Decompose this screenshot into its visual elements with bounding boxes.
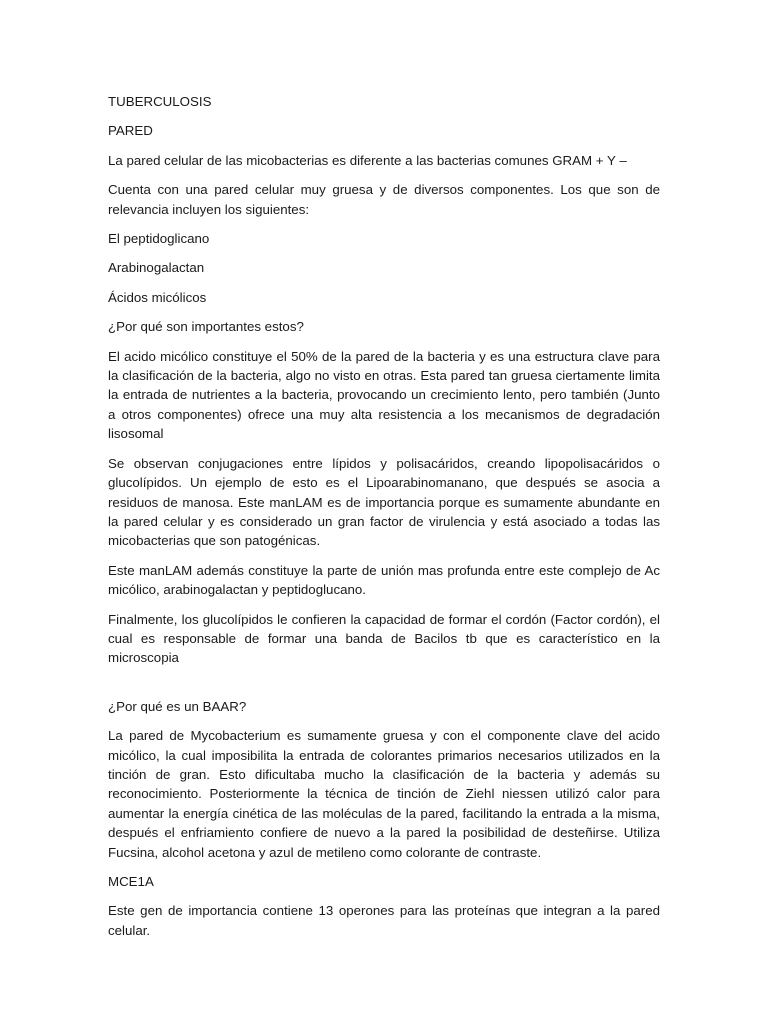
paragraph-cell-wall-intro: La pared celular de las micobacterias es diferente a las bacterias comunes GRAM + Y –: [108, 152, 627, 168]
document-title: TUBERCULOSIS: [108, 94, 212, 109]
paragraph-manlam: Este manLAM además constituye la parte de unión mas profunda entre este complejo de Ac micólico, arabinogalactan y peptidoglucano.: [108, 562, 660, 598]
list-item-peptidoglycan: El peptidoglicano: [108, 231, 210, 247]
list-item-mycolic-acids: Ácidos micólicos: [108, 289, 207, 305]
question-importance: ¿Por qué son importantes estos?: [108, 319, 304, 335]
paragraph-conjugations: Se observan conjugaciones entre lípidos y polisacáridos, creando lipopolisacáridos o glucolípidos. Un ejemplo de esto es el Lipoarabinomanano, que después se asocia a residuos de manosa. Este manLAM es de importancia porque es sumamente abundante en la pared celular y es considerado un gran factor de virulencia y está asociado a todas las micobacterias que son patogénicas.: [108, 455, 660, 549]
paragraph-cord-factor: Finalmente, los glucolípidos le confieren la capacidad de formar el cordón (Factor cordón), el cual es responsable de formar una banda de Bacilos tb que es característico en la microscopia: [108, 611, 660, 666]
paragraph-components: Cuenta con una pared celular muy gruesa y de diversos componentes. Los que son de relevancia incluyen los siguientes:: [108, 182, 660, 217]
section-heading-mce1a: MCE1A: [108, 874, 154, 889]
question-baar: ¿Por qué es un BAAR?: [108, 698, 247, 714]
spacer: [108, 678, 660, 697]
section-heading-pared: PARED: [108, 123, 153, 139]
paragraph-mce1a-gene: Este gen de importancia contiene 13 operones para las proteínas que integran a la pared celular.: [108, 903, 660, 938]
paragraph-mycolic-acid: El acido micólico constituye el 50% de la pared de la bacteria y es una estructura clave para la clasificación de la bacteria, algo no visto en otras. Esta pared tan gruesa ciertamente limita la entrada de nutrientes a la bacteria, provocando un crecimiento lento, pero también (Junto a otros componentes) ofrece una muy alta resistencia a los mecanismos de degradación lisosomal: [108, 348, 660, 442]
document-page: [108, 92, 660, 950]
paragraph-staining: La pared de Mycobacterium es sumamente gruesa y con el componente clave del acido micólico, la cual imposibilita la entrada de colorantes primarios necesarios utilizados en la tinción de gran. Esto dificultaba mucho la clasificación de la bacteria y además su reconocimiento. Posteriormente la técnica de tinción de Ziehl niessen utilizó calor para aumentar la energía cinética de las moléculas de la pared, facilitando la entrada a la misma, después el enfriamiento confiere de nuevo a la pared la posibilidad de desteñirse. Utiliza Fucsina, alcohol acetona y azul de metileno como colorante de contraste.: [108, 728, 660, 860]
list-item-arabinogalactan: Arabinogalactan: [108, 260, 205, 276]
